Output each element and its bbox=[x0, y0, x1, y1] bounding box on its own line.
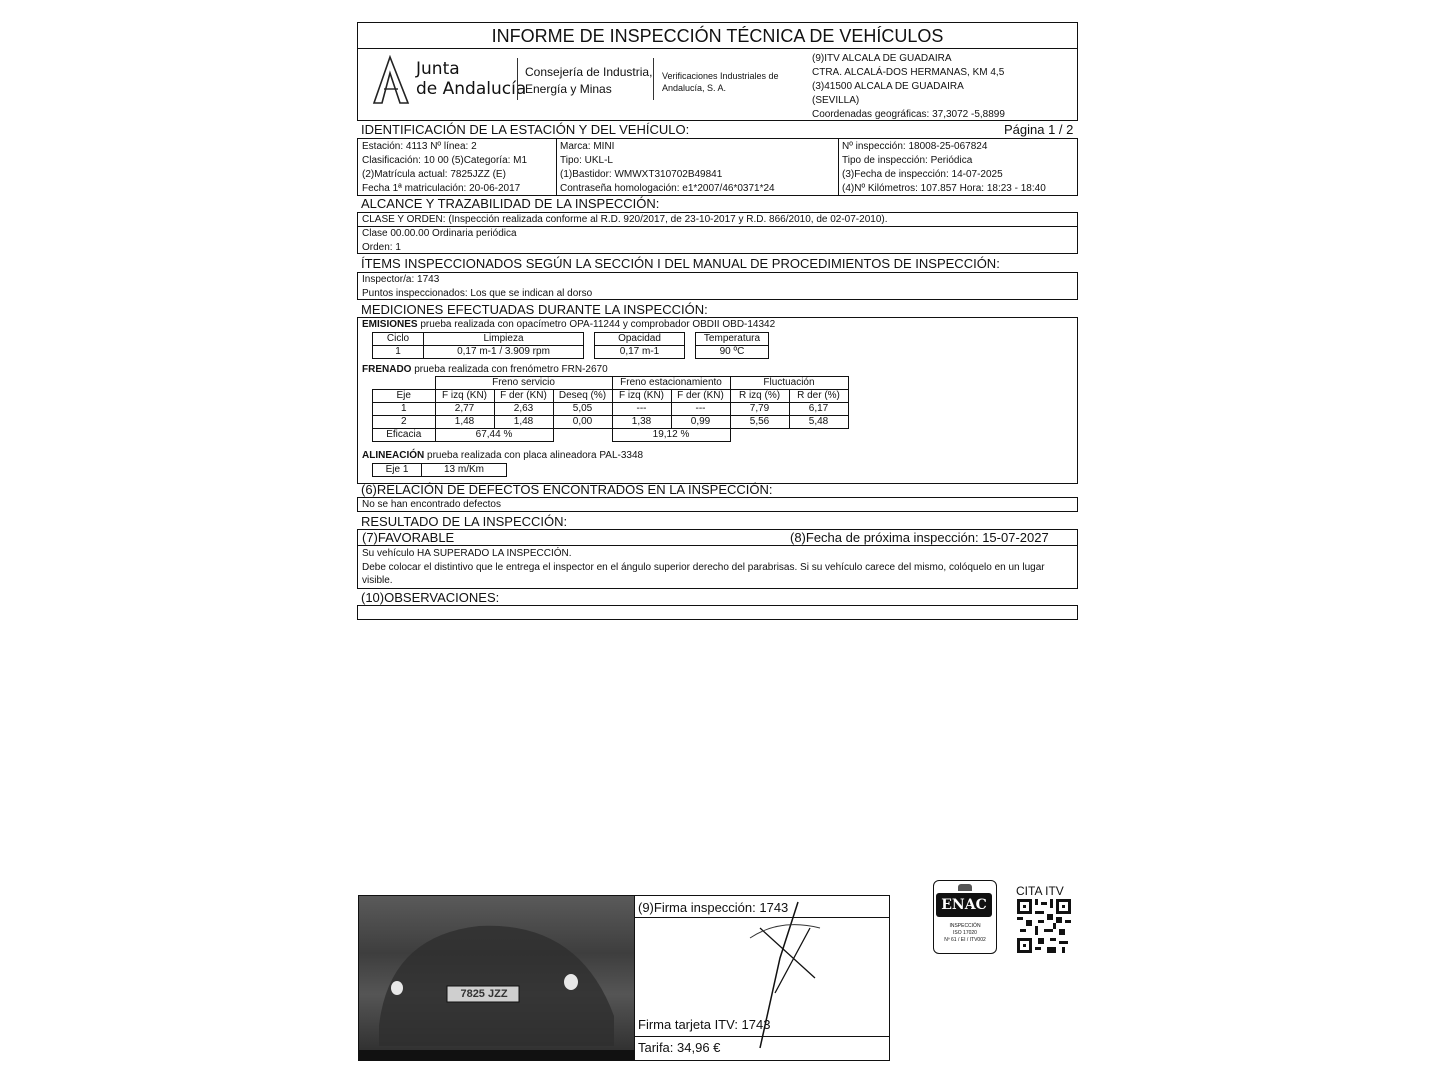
defectos-text: No se han encontrado defectos bbox=[362, 499, 501, 510]
station-info bbox=[812, 52, 1005, 122]
emis-opacidad-header: Opacidad bbox=[595, 333, 685, 346]
emis-opacidad: 0,17 m-1 bbox=[595, 346, 685, 359]
fren-eficacia-estac: 19,12 % bbox=[612, 429, 730, 442]
emis-ciclo: 1 bbox=[373, 346, 424, 359]
frenado-label: FRENADO bbox=[362, 364, 412, 375]
emis-limpieza-header: Limpieza bbox=[424, 333, 584, 346]
ident-kilometros: (4)Nº Kilómetros: 107.857 Hora: 18:23 - 18:40 bbox=[842, 183, 1046, 194]
junta-logo-icon bbox=[370, 55, 412, 105]
station-city: (3)41500 ALCALA DE GUADAIRA bbox=[812, 81, 964, 92]
ident-col-divider-2 bbox=[838, 138, 839, 196]
cita-itv-label: CITA ITV bbox=[1016, 884, 1064, 898]
station-coords: Coordenadas geográficas: 37,3072 -5,8899 bbox=[812, 109, 1005, 120]
frenado-line bbox=[362, 363, 608, 376]
tarifa: Tarifa: 34,96 € bbox=[638, 1040, 721, 1055]
enac-logo bbox=[933, 880, 997, 954]
frenado-table bbox=[372, 376, 849, 442]
fren-cell: 1,48 bbox=[494, 416, 553, 429]
ident-marca: Marca: MINI bbox=[560, 141, 615, 152]
fren-col-est-fizq: F izq (KN) bbox=[612, 390, 671, 403]
handwritten-signature-icon bbox=[720, 898, 840, 1058]
station-road: CTRA. ALCALÁ-DOS HERMANAS, KM 4,5 bbox=[812, 67, 1005, 78]
fren-cell: 2,77 bbox=[435, 403, 494, 416]
items-inspector: Inspector/a: 1743 bbox=[362, 274, 440, 285]
fren-cell: 7,79 bbox=[730, 403, 789, 416]
emis-temp: 90 ºC bbox=[696, 346, 769, 359]
qr-code-icon[interactable] bbox=[1017, 899, 1071, 953]
fren-servicio-header: Freno servicio bbox=[435, 377, 612, 390]
alineacion-label: ALINEACIÓN bbox=[362, 450, 425, 461]
defectos-header: (6)RELACIÓN DE DEFECTOS ENCONTRADOS EN LA INSPECCIÓN: bbox=[361, 482, 773, 497]
verif-line1: Verificaciones Industriales de bbox=[662, 71, 779, 81]
station-name: (9)ITV ALCALA DE GUADAIRA bbox=[812, 53, 952, 64]
fren-cell: 1,38 bbox=[612, 416, 671, 429]
ident-col2 bbox=[560, 140, 775, 196]
alcance-lines bbox=[362, 213, 888, 255]
enac-line3: Nº 61 / EI / ITV002 bbox=[944, 937, 986, 943]
fren-cell: 5,48 bbox=[789, 416, 848, 429]
emisiones-table-2 bbox=[594, 332, 685, 359]
alin-eje: Eje 1 bbox=[373, 464, 422, 477]
ident-col-divider-1 bbox=[556, 138, 557, 196]
ident-fecha-matriculacion: Fecha 1ª matriculación: 20-06-2017 bbox=[362, 183, 521, 194]
fren-cell: --- bbox=[671, 403, 730, 416]
fren-col-eje: Eje bbox=[373, 390, 436, 403]
vehicle-plate-text: 7825 JZZ bbox=[460, 988, 508, 1000]
enac-line2: ISO 17020 bbox=[953, 930, 977, 936]
table-row bbox=[373, 403, 849, 416]
ident-col3 bbox=[842, 140, 1046, 196]
fren-cell: 0,99 bbox=[671, 416, 730, 429]
items-lines bbox=[362, 273, 592, 301]
alcance-clase-orden: CLASE Y ORDEN: (Inspección realizada conforme al R.D. 920/2017, de 23-10-2017 y R.D. 866/2010, de 02-07-2010). bbox=[362, 214, 888, 225]
fren-cell: 2 bbox=[373, 416, 436, 429]
firma-inspeccion: (9)Firma inspección: 1743 bbox=[638, 900, 789, 915]
ident-tipo-inspeccion: Tipo de inspección: Periódica bbox=[842, 155, 973, 166]
page-number: Página 1 / 2 bbox=[1004, 122, 1074, 137]
frenado-text: prueba realizada con frenómetro FRN-2670 bbox=[411, 364, 608, 375]
junta-line2: de Andalucía bbox=[416, 79, 527, 99]
alcance-clase: Clase 00.00.00 Ordinaria periódica bbox=[362, 228, 517, 239]
fren-cell: 2,63 bbox=[494, 403, 553, 416]
fren-cell: 1 bbox=[373, 403, 436, 416]
ident-tipo: Tipo: UKL-L bbox=[560, 155, 613, 166]
ident-clasificacion: Clasificación: 10 00 (5)Categoría: M1 bbox=[362, 155, 528, 166]
verif-line2: Andalucía, S. A. bbox=[662, 83, 727, 93]
ident-matricula: (2)Matrícula actual: 7825JZZ (E) bbox=[362, 169, 506, 180]
vehicle-photo bbox=[358, 895, 635, 1061]
station-province: (SEVILLA) bbox=[812, 95, 860, 106]
ident-station: Estación: 4113 Nº línea: 2 bbox=[362, 141, 477, 152]
firma-tarjeta: Firma tarjeta ITV: 1743 bbox=[638, 1017, 771, 1032]
consejeria-line2: Energía y Minas bbox=[525, 82, 612, 96]
fren-estac-header: Freno estacionamiento bbox=[612, 377, 730, 390]
fren-fluct-header: Fluctuación bbox=[730, 377, 848, 390]
fren-cell: 5,56 bbox=[730, 416, 789, 429]
observaciones-box bbox=[357, 605, 1078, 620]
logo-divider-2 bbox=[653, 58, 654, 100]
ident-fecha-inspeccion: (3)Fecha de inspección: 14-07-2025 bbox=[842, 169, 1003, 180]
consejeria-line1: Consejería de Industria, bbox=[525, 65, 653, 79]
ident-contrasena: Contraseña homologación: e1*2007/46*0371*24 bbox=[560, 183, 775, 194]
resultado-line1: Su vehículo HA SUPERADO LA INSPECCIÓN. bbox=[362, 548, 572, 559]
items-puntos: Puntos inspeccionados: Los que se indican al dorso bbox=[362, 288, 593, 299]
emisiones-line bbox=[362, 318, 775, 331]
fren-eficacia-servicio: 67,44 % bbox=[435, 429, 553, 442]
emisiones-label: EMISIONES bbox=[362, 319, 418, 330]
alineacion-table bbox=[372, 463, 507, 477]
alineacion-line bbox=[362, 449, 643, 462]
alineacion-text: prueba realizada con placa alineadora PAL-3348 bbox=[424, 450, 644, 461]
fren-col-fizq: F izq (KN) bbox=[435, 390, 494, 403]
alin-valor: 13 m/Km bbox=[422, 464, 507, 477]
resultado-next-date: (8)Fecha de próxima inspección: 15-07-2027 bbox=[790, 530, 1049, 545]
items-header: ÍTEMS INSPECCIONADOS SEGÚN LA SECCIÓN I DEL MANUAL DE PROCEDIMIENTOS DE INSPECCIÓN: bbox=[361, 256, 1000, 271]
alcance-orden: Orden: 1 bbox=[362, 242, 401, 253]
fren-cell: 0,00 bbox=[553, 416, 612, 429]
fren-eficacia-label: Eficacia bbox=[373, 429, 436, 442]
enac-title: ENAC bbox=[936, 893, 992, 917]
fren-cell: 1,48 bbox=[435, 416, 494, 429]
fren-col-deseq: Deseq (%) bbox=[553, 390, 612, 403]
fren-cell: 6,17 bbox=[789, 403, 848, 416]
junta-line1: Junta bbox=[416, 59, 460, 79]
resultado-line2: Debe colocar el distintivo que le entrega el inspector en el ángulo superior derecho del parabrisas. Si su vehículo carece del mismo, colóquelo en un lugar visible. bbox=[362, 562, 1045, 586]
fren-col-est-fder: F der (KN) bbox=[671, 390, 730, 403]
alcance-header: ALCANCE Y TRAZABILIDAD DE LA INSPECCIÓN: bbox=[361, 196, 660, 211]
resultado-divider bbox=[357, 545, 1078, 546]
observaciones-header: (10)OBSERVACIONES: bbox=[361, 590, 500, 605]
logo-divider bbox=[517, 58, 518, 100]
fren-col-rizq: R izq (%) bbox=[730, 390, 789, 403]
emisiones-table-1 bbox=[372, 332, 584, 359]
enac-crown-icon bbox=[958, 884, 972, 891]
emisiones-table-3 bbox=[695, 332, 769, 359]
fren-col-fder: F der (KN) bbox=[494, 390, 553, 403]
header-title-divider bbox=[357, 48, 1078, 49]
table-row bbox=[373, 416, 849, 429]
fren-cell: --- bbox=[612, 403, 671, 416]
ident-num-inspeccion: Nº inspección: 18008-25-067824 bbox=[842, 141, 988, 152]
ident-header: IDENTIFICACIÓN DE LA ESTACIÓN Y DEL VEHÍCULO: bbox=[361, 122, 690, 137]
ident-bastidor: (1)Bastidor: WMWXT310702B49841 bbox=[560, 169, 723, 180]
document-title: INFORME DE INSPECCIÓN TÉCNICA DE VEHÍCULOS bbox=[491, 26, 944, 46]
resultado-status: (7)FAVORABLE bbox=[362, 530, 455, 545]
fren-col-rder: R der (%) bbox=[789, 390, 848, 403]
resultado-header: RESULTADO DE LA INSPECCIÓN: bbox=[361, 514, 568, 529]
enac-line1: INSPECCIÓN bbox=[949, 923, 981, 929]
car-rear-icon bbox=[359, 896, 634, 1060]
fren-cell: 5,05 bbox=[553, 403, 612, 416]
ident-col1 bbox=[362, 140, 527, 196]
emis-temp-header: Temperatura bbox=[696, 333, 769, 346]
emis-ciclo-header: Ciclo bbox=[373, 333, 424, 346]
emis-limpieza: 0,17 m-1 / 3.909 rpm bbox=[424, 346, 584, 359]
mediciones-header: MEDICIONES EFECTUADAS DURANTE LA INSPECCIÓN: bbox=[361, 302, 708, 317]
emisiones-text: prueba realizada con opacímetro OPA-11244 y comprobador OBDII OBD-14342 bbox=[417, 319, 776, 330]
